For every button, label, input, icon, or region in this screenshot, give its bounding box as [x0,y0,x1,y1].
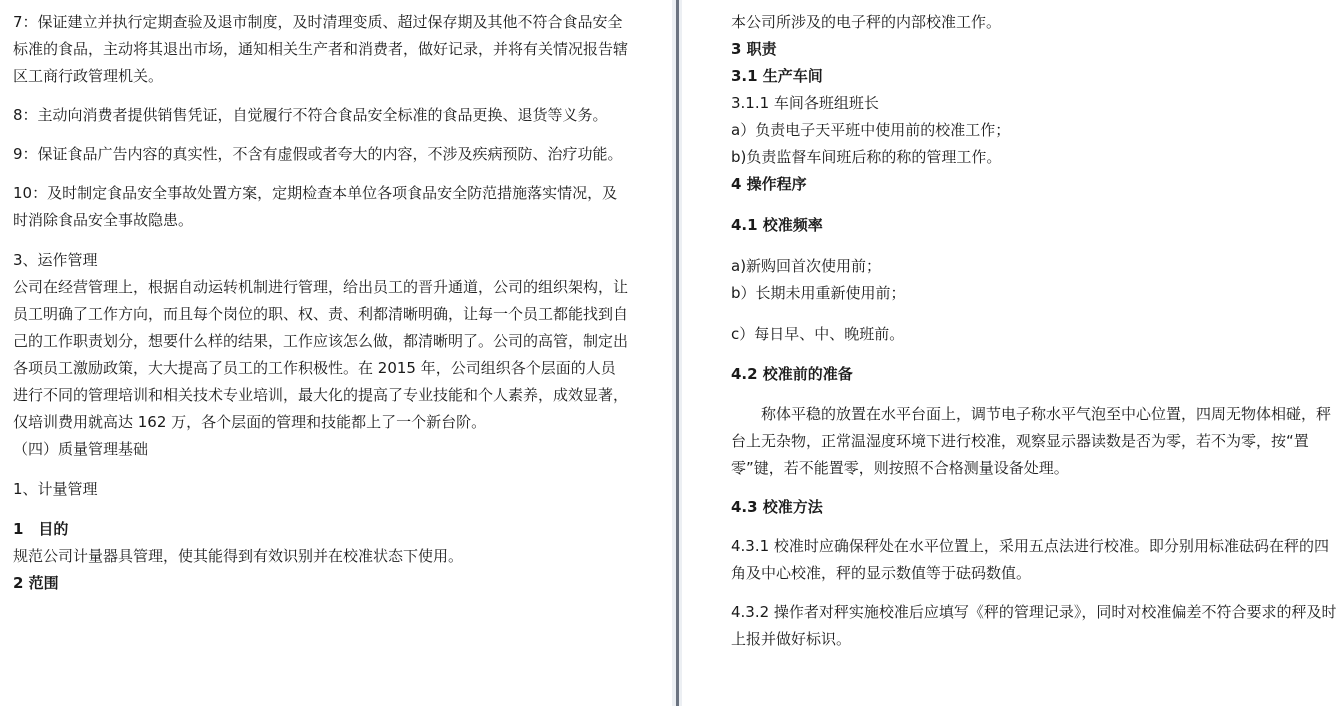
right-page-column [731,0,1337,706]
item-10: 10：及时制定食品安全事故处置方案，定期检查本单位各项食品安全防范措施落实情况，及时消除食品安全事故隐患。 [13,184,618,229]
frequency-heading: 4.1 校准频率 [731,216,823,234]
page-divider [676,0,679,706]
method-step-2: 4.3.2 操作者对秤实施校准后应填写《秤的管理记录》，同时对校准偏差不符合要求的秤及时上报并做好标识。 [731,603,1337,648]
item-8: 8：主动向消费者提供销售凭证，自觉履行不符合食品安全标准的食品更换、退货等义务。 [13,106,608,124]
purpose-heading: 1 目的 [13,520,69,538]
frequency-c: c）每日早、中、晚班前。 [731,325,905,343]
frequency-a: a)新购回首次使用前； [731,257,882,275]
scope-text: 本公司所涉及的电子秤的内部校准工作。 [731,13,1002,31]
quality-heading: （四）质量管理基础 [13,440,149,458]
item-7: 7：保证建立并执行定期查验及退市制度，及时清理变质、超过保存期及其他不符合食品安全标准的食品，主动将其退出市场，通知相关生产者和消费者，做好记录，并将有关情况报告辖区工商行政管理机关。 [13,13,628,85]
workshop-heading: 3.1 生产车间 [731,67,823,85]
frequency-b: b）长期未用重新使用前； [731,284,906,302]
team-leader-line: 3.1.1 车间各班组班长 [731,94,879,112]
duty-heading: 3 职责 [731,40,777,58]
metering-heading: 1、计量管理 [13,480,98,498]
scope-heading: 2 范围 [13,574,59,592]
operations-heading: 3、运作管理 [13,251,98,269]
duty-a: a）负责电子天平班中使用前的校准工作； [731,121,1011,139]
procedure-heading: 4 操作程序 [731,175,807,193]
duty-b: b)负责监督车间班后称的称的管理工作。 [731,148,1002,166]
preparation-heading: 4.2 校准前的准备 [731,365,853,383]
item-9: 9：保证食品广告内容的真实性，不含有虚假或者夸大的内容，不涉及疾病预防、治疗功能。 [13,145,623,163]
operations-paragraph: 公司在经营管理上，根据自动运转机制进行管理，给出员工的晋升通道，公司的组织架构，让员工明确了工作方向，而且每个岗位的职、权、责、利都清晰明确，让每一个员工都能找到自己的工作职责划分，想要什么样的结果，工作应该怎么做，都清晰明了。公司的高管，制定出各项员工激励政策，大大提高了员工的工作积极性。在 2015 年，公司组织各个层面的人员进行不同的管理培训和相关技术专业培训，最大化的提高了专业技能和个人素养，成效显著，仅培训费用就高达 162 万，各个层面的管理和技能都上了一个新台阶。 [13,278,628,431]
left-page-column [13,0,628,706]
method-step-1: 4.3.1 校准时应确保秤处在水平位置上，采用五点法进行校准。即分别用标准砝码在秤的四角及中心校准，秤的显示数值等于砝码数值。 [731,537,1329,582]
method-heading: 4.3 校准方法 [731,498,823,516]
preparation-text: 称体平稳的放置在水平台面上，调节电子称水平气泡至中心位置，四周无物体相碰，秤台上无杂物，正常温湿度环境下进行校准，观察显示器读数是否为零，若不为零，按“置零”键，若不能置零，则按照不合格测量设备处理。 [731,405,1332,477]
purpose-text: 规范公司计量器具管理，使其能得到有效识别并在校准状态下使用。 [13,547,464,565]
